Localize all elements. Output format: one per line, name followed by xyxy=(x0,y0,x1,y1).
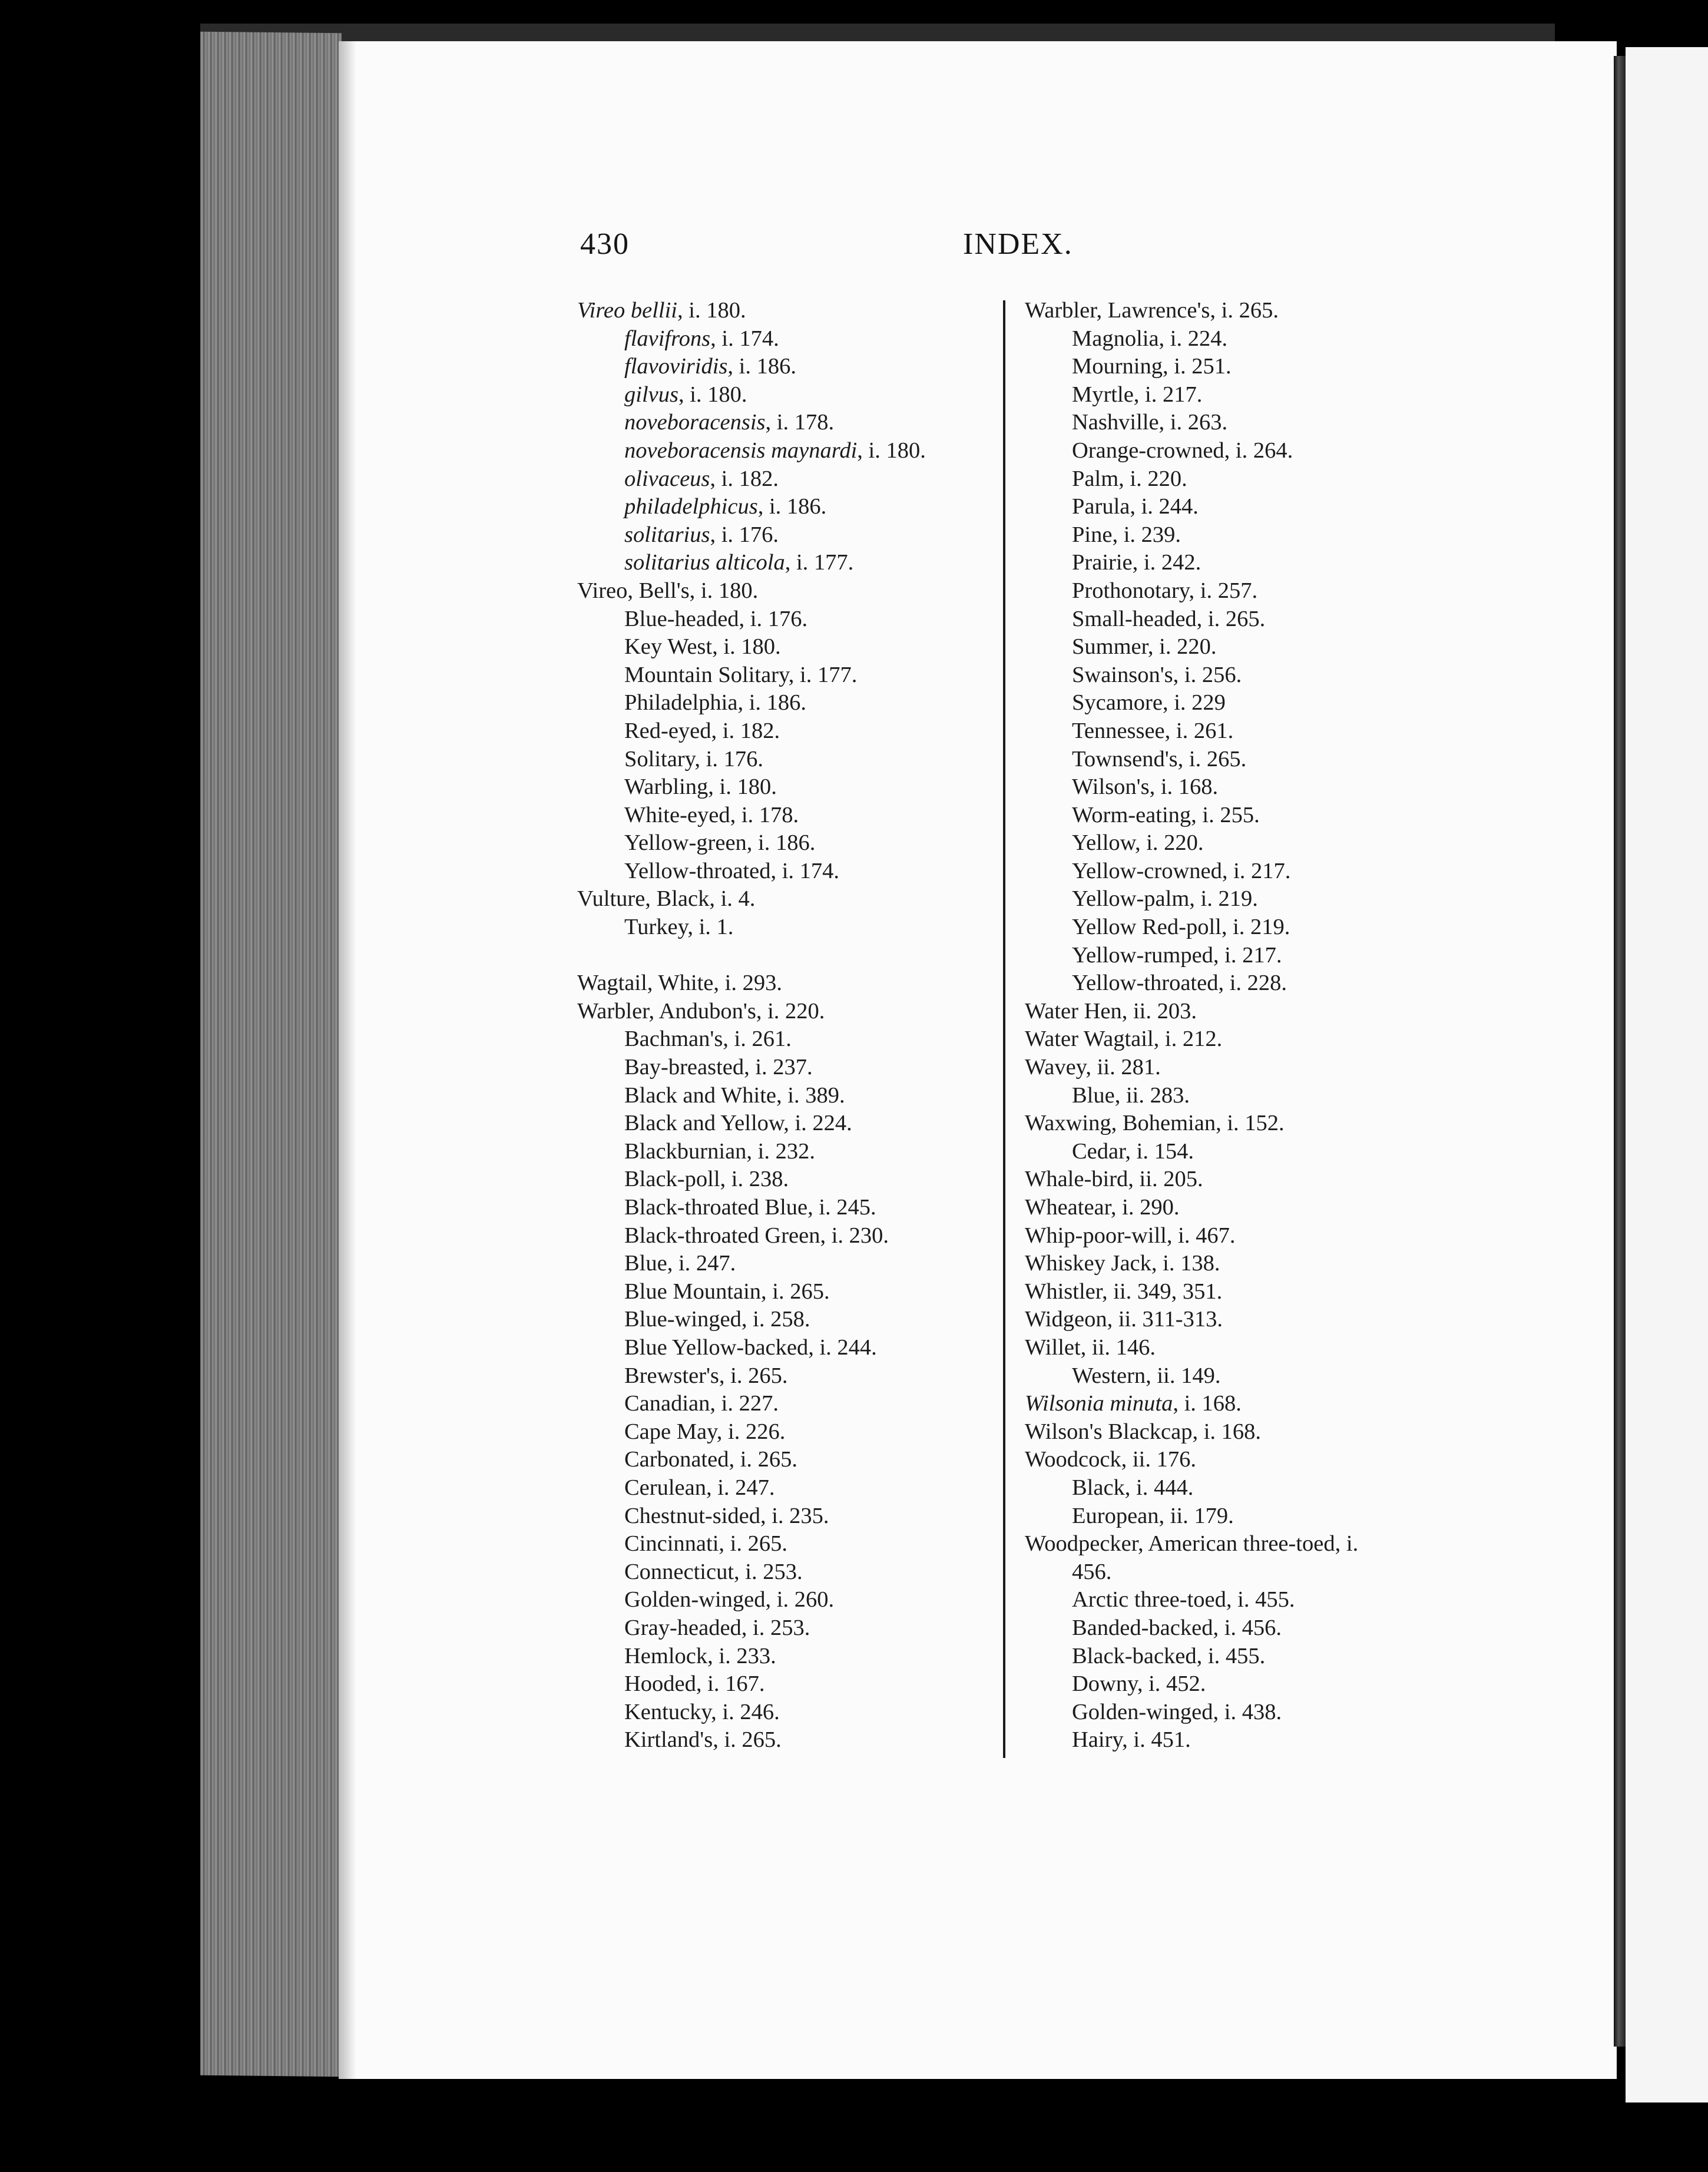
index-entry: Wavey, ii. 281. xyxy=(1025,1055,1161,1080)
index-entry: Warbler, Lawrence's, i. 265. xyxy=(1025,298,1279,323)
index-entry: olivaceus, i. 182. xyxy=(624,466,779,491)
index-entry: Yellow-green, i. 186. xyxy=(624,830,816,856)
index-entry: Whistler, ii. 349, 351. xyxy=(1025,1279,1223,1304)
index-entry: White-eyed, i. 178. xyxy=(624,802,799,827)
index-entry: Woodpecker, American three-toed, i. xyxy=(1025,1531,1359,1557)
index-entry: Bay-breasted, i. 237. xyxy=(624,1055,813,1080)
index-entry: Willet, ii. 146. xyxy=(1025,1335,1156,1360)
index-entry: Yellow Red-poll, i. 219. xyxy=(1072,915,1290,940)
index-entry: Worm-eating, i. 255. xyxy=(1072,802,1260,827)
index-entry: Wheatear, i. 290. xyxy=(1025,1195,1180,1220)
index-entry: Nashville, i. 263. xyxy=(1072,410,1228,435)
index-entry: Hooded, i. 167. xyxy=(624,1671,765,1697)
index-entry: Kentucky, i. 246. xyxy=(624,1699,780,1724)
index-entry: philadelphicus, i. 186. xyxy=(624,494,827,519)
page-number: 430 xyxy=(580,227,630,261)
index-entry: Vireo bellii, i. 180. xyxy=(577,298,746,323)
index-entry: Blackburnian, i. 232. xyxy=(624,1138,815,1164)
index-entry: Orange-crowned, i. 264. xyxy=(1072,438,1293,463)
index-entry: Black and White, i. 389. xyxy=(624,1082,845,1108)
page-header xyxy=(580,227,1075,268)
index-entry: Mourning, i. 251. xyxy=(1072,354,1232,379)
index-entry: Yellow-palm, i. 219. xyxy=(1072,886,1258,912)
index-entry: Prairie, i. 242. xyxy=(1072,550,1201,575)
index-entry: Wagtail, White, i. 293. xyxy=(577,971,782,996)
index-entry: flavoviridis, i. 186. xyxy=(624,354,796,379)
index-entry: Warbling, i. 180. xyxy=(624,774,777,800)
index-entry: Golden-winged, i. 438. xyxy=(1072,1699,1282,1724)
index-entry: Whiskey Jack, i. 138. xyxy=(1025,1251,1220,1276)
index-entry: Blue Mountain, i. 265. xyxy=(624,1279,830,1304)
gutter-shadow xyxy=(339,41,356,2079)
index-entry: Red-eyed, i. 182. xyxy=(624,718,780,743)
index-entry: Yellow-rumped, i. 217. xyxy=(1072,942,1282,968)
index-entry: Blue-winged, i. 258. xyxy=(624,1307,810,1332)
index-entry: Water Wagtail, i. 212. xyxy=(1025,1027,1223,1052)
index-entry: Yellow-throated, i. 228. xyxy=(1072,971,1287,996)
index-entry: Turkey, i. 1. xyxy=(624,915,734,940)
index-column-left xyxy=(577,297,989,1754)
index-entry: Vireo, Bell's, i. 180. xyxy=(577,578,759,603)
index-entry: Warbler, Andubon's, i. 220. xyxy=(577,998,825,1024)
index-entry: Canadian, i. 227. xyxy=(624,1391,779,1416)
index-entry: Magnolia, i. 224. xyxy=(1072,326,1228,351)
index-entry: Yellow-throated, i. 174. xyxy=(624,858,840,883)
index-entry: Black, i. 444. xyxy=(1072,1475,1194,1500)
index-entry: Carbonated, i. 265. xyxy=(624,1447,798,1472)
index-entry: Downy, i. 452. xyxy=(1072,1671,1206,1697)
index-entry: European, ii. 179. xyxy=(1072,1503,1234,1528)
index-entry: Vulture, Black, i. 4. xyxy=(577,886,756,912)
index-entry: Bachman's, i. 261. xyxy=(624,1027,792,1052)
index-entry: Connecticut, i. 253. xyxy=(624,1559,803,1584)
index-entry: Banded-backed, i. 456. xyxy=(1072,1615,1282,1640)
index-entry: Whip-poor-will, i. 467. xyxy=(1025,1223,1236,1248)
index-entry: Western, ii. 149. xyxy=(1072,1363,1221,1388)
index-entry: Townsend's, i. 265. xyxy=(1072,746,1247,772)
index-entry: Gray-headed, i. 253. xyxy=(624,1615,810,1640)
index-entry: Kirtland's, i. 265. xyxy=(624,1727,782,1753)
index-entry: Hemlock, i. 233. xyxy=(624,1643,776,1668)
index-entry: Myrtle, i. 217. xyxy=(1072,382,1203,407)
index-entry: Whale-bird, ii. 205. xyxy=(1025,1167,1203,1192)
index-entry: flavifrons, i. 174. xyxy=(624,326,779,351)
index-entry: solitarius, i. 176. xyxy=(624,522,779,547)
book-top-edge xyxy=(200,24,1555,41)
index-entry: Black-poll, i. 238. xyxy=(624,1167,789,1192)
index-entry: solitarius alticola, i. 177. xyxy=(624,550,854,575)
index-entry: Water Hen, ii. 203. xyxy=(1025,998,1197,1024)
index-entry: Prothonotary, i. 257. xyxy=(1072,578,1258,603)
index-entry: Black-throated Green, i. 230. xyxy=(624,1223,889,1248)
index-entry: Tennessee, i. 261. xyxy=(1072,718,1234,743)
index-entry: Black-throated Blue, i. 245. xyxy=(624,1195,876,1220)
index-entry: Cedar, i. 154. xyxy=(1072,1138,1194,1164)
index-entry: Yellow, i. 220. xyxy=(1072,830,1204,856)
index-entry: Wilsonia minuta, i. 168. xyxy=(1025,1391,1242,1416)
index-entry: Blue-headed, i. 176. xyxy=(624,606,808,631)
facing-page-gutter xyxy=(1614,56,1626,2047)
index-entry: Widgeon, ii. 311-313. xyxy=(1025,1307,1223,1332)
index-entry: Blue, i. 247. xyxy=(624,1251,736,1276)
index-entry: Sycamore, i. 229 xyxy=(1072,690,1226,716)
book-page-edges xyxy=(200,32,342,2077)
index-entry: Cincinnati, i. 265. xyxy=(624,1531,787,1557)
index-entry: Brewster's, i. 265. xyxy=(624,1363,788,1388)
index-entry: Parula, i. 244. xyxy=(1072,494,1199,519)
index-entry xyxy=(577,942,989,970)
index-entry: Small-headed, i. 265. xyxy=(1072,606,1266,631)
index-entry: Cape May, i. 226. xyxy=(624,1419,786,1444)
index-entry: Woodcock, ii. 176. xyxy=(1025,1447,1196,1472)
index-entry: Philadelphia, i. 186. xyxy=(624,690,807,716)
index-entry: Black-backed, i. 455. xyxy=(1072,1643,1266,1668)
index-entry: Black and Yellow, i. 224. xyxy=(624,1111,852,1136)
index-entry: noveboracensis maynardi, i. 180. xyxy=(624,438,926,463)
index-entry: Chestnut-sided, i. 235. xyxy=(624,1503,829,1528)
index-entry: Key West, i. 180. xyxy=(624,634,781,660)
index-entry: Golden-winged, i. 260. xyxy=(624,1587,835,1613)
index-entry: Mountain Solitary, i. 177. xyxy=(624,662,858,687)
index-entry: noveboracensis, i. 178. xyxy=(624,410,835,435)
index-entry: Waxwing, Bohemian, i. 152. xyxy=(1025,1111,1285,1136)
column-divider xyxy=(1003,300,1005,1758)
index-entry: 456. xyxy=(1072,1559,1112,1584)
index-entry: Pine, i. 239. xyxy=(1072,522,1181,547)
index-entry: Wilson's, i. 168. xyxy=(1072,774,1219,800)
index-entry: Arctic three-toed, i. 455. xyxy=(1072,1587,1295,1613)
index-entry: gilvus, i. 180. xyxy=(624,382,747,407)
index-entry: Yellow-crowned, i. 217. xyxy=(1072,858,1291,883)
facing-page xyxy=(1626,47,1708,2103)
page-title: INDEX. xyxy=(963,227,1073,261)
index-entry: Hairy, i. 451. xyxy=(1072,1727,1191,1753)
index-entry: Summer, i. 220. xyxy=(1072,634,1217,660)
index-entry: Cerulean, i. 247. xyxy=(624,1475,775,1500)
index-entry: Blue Yellow-backed, i. 244. xyxy=(624,1335,877,1360)
index-entry: Swainson's, i. 256. xyxy=(1072,662,1242,687)
index-entry: Palm, i. 220. xyxy=(1072,466,1187,491)
index-entry: Solitary, i. 176. xyxy=(624,746,763,772)
index-entry: Wilson's Blackcap, i. 168. xyxy=(1025,1419,1262,1444)
index-column-right xyxy=(1025,297,1449,1754)
index-entry: Blue, ii. 283. xyxy=(1072,1082,1190,1108)
